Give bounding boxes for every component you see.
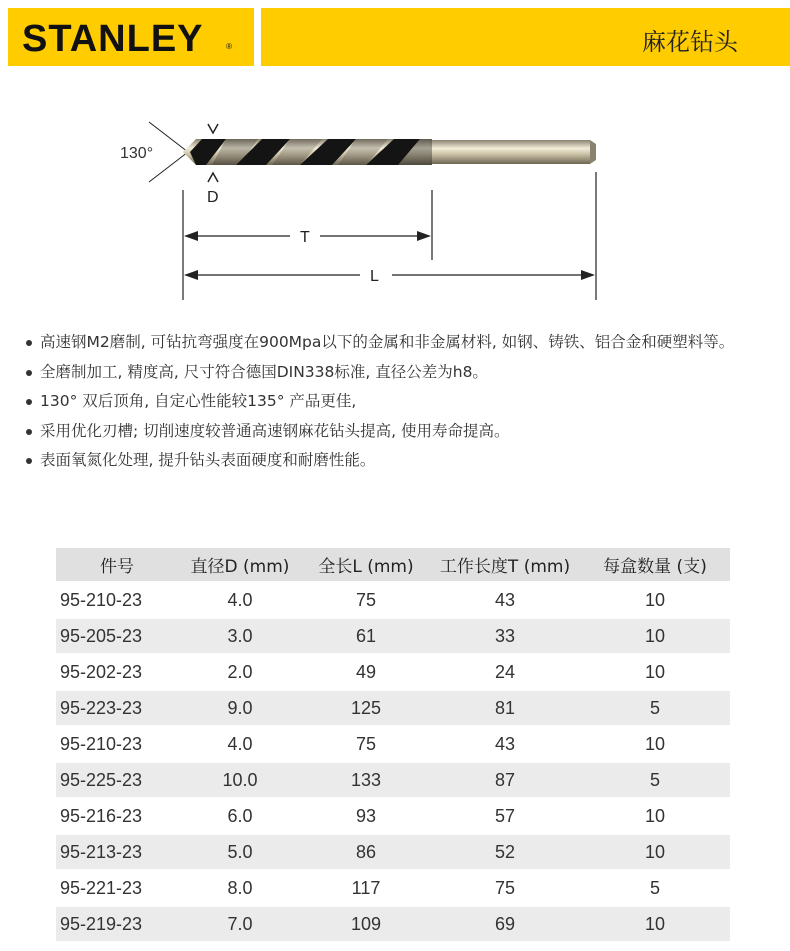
feature-item: 表面氧氮化处理, 提升钻头表面硬度和耐磨性能。 — [24, 446, 774, 476]
feature-item: 130° 双后顶角, 自定心性能较135° 产品更佳, — [24, 387, 774, 417]
feature-list — [24, 328, 774, 476]
table-row — [56, 654, 730, 690]
cell-part-number: 95-202-23 — [56, 654, 178, 690]
d-arrow-top — [208, 124, 218, 133]
cell-working-length: 87 — [430, 762, 580, 798]
cell-total-length: 93 — [302, 798, 430, 834]
cell-diameter: 5.0 — [178, 834, 302, 870]
d-label: D — [207, 189, 219, 206]
d-arrow-bottom — [208, 173, 218, 182]
drill-bit — [183, 139, 596, 165]
table-row — [56, 870, 730, 906]
l-label: L — [370, 268, 379, 285]
cell-total-length: 86 — [302, 834, 430, 870]
cell-diameter: 8.0 — [178, 870, 302, 906]
header-working-length: 工作长度T (mm) — [430, 548, 580, 582]
cell-part-number: 95-225-23 — [56, 762, 178, 798]
cell-box-quantity: 10 — [580, 726, 730, 762]
cell-part-number: 95-210-23 — [56, 582, 178, 618]
table-row — [56, 618, 730, 654]
header-box-quantity: 每盒数量 (支) — [580, 548, 730, 582]
cell-total-length: 49 — [302, 654, 430, 690]
cell-working-length: 57 — [430, 798, 580, 834]
registered-mark: ® — [226, 42, 232, 51]
cell-total-length: 117 — [302, 870, 430, 906]
cell-total-length: 109 — [302, 906, 430, 941]
cell-diameter: 4.0 — [178, 726, 302, 762]
cell-working-length: 69 — [430, 906, 580, 941]
cell-diameter: 7.0 — [178, 906, 302, 941]
cell-total-length: 75 — [302, 582, 430, 618]
cell-part-number: 95-223-23 — [56, 690, 178, 726]
cell-working-length: 75 — [430, 870, 580, 906]
cell-part-number: 95-210-23 — [56, 726, 178, 762]
feature-item: 全磨制加工, 精度高, 尺寸符合德国DIN338标准, 直径公差为h8。 — [24, 358, 774, 388]
cell-box-quantity: 5 — [580, 762, 730, 798]
cell-total-length: 125 — [302, 690, 430, 726]
table-row — [56, 582, 730, 618]
logo-text: STANLEY — [22, 18, 204, 60]
cell-part-number: 95-219-23 — [56, 906, 178, 941]
title-banner — [261, 8, 790, 66]
cell-working-length: 24 — [430, 654, 580, 690]
cell-part-number: 95-221-23 — [56, 870, 178, 906]
t-arrow-left — [184, 231, 198, 241]
cell-working-length: 52 — [430, 834, 580, 870]
table-row — [56, 834, 730, 870]
cell-working-length: 43 — [430, 582, 580, 618]
header-diameter: 直径D (mm) — [178, 548, 302, 582]
angle-label: 130° — [120, 145, 154, 162]
cell-diameter: 10.0 — [178, 762, 302, 798]
l-arrow-right — [581, 270, 595, 280]
cell-diameter: 2.0 — [178, 654, 302, 690]
cell-total-length: 133 — [302, 762, 430, 798]
header-bar — [0, 0, 790, 70]
t-label: T — [300, 229, 310, 246]
cell-box-quantity: 10 — [580, 654, 730, 690]
cell-box-quantity: 10 — [580, 834, 730, 870]
page-title: 麻花钻头 — [642, 28, 738, 56]
table-row — [56, 726, 730, 762]
cell-box-quantity: 10 — [580, 906, 730, 941]
cell-part-number: 95-213-23 — [56, 834, 178, 870]
cell-box-quantity: 10 — [580, 798, 730, 834]
cell-diameter: 4.0 — [178, 582, 302, 618]
cell-box-quantity: 5 — [580, 870, 730, 906]
table-row — [56, 690, 730, 726]
cell-working-length: 43 — [430, 726, 580, 762]
feature-item: 采用优化刃槽; 切削速度较普通高速钢麻花钻头提高, 使用寿命提高。 — [24, 417, 774, 447]
table-header-row — [56, 548, 730, 582]
angle-line-lower — [149, 152, 188, 182]
l-arrow-left — [184, 270, 198, 280]
table-row — [56, 762, 730, 798]
cell-diameter: 9.0 — [178, 690, 302, 726]
header-part-number: 件号 — [56, 548, 178, 582]
cell-part-number: 95-216-23 — [56, 798, 178, 834]
cell-box-quantity: 5 — [580, 690, 730, 726]
t-arrow-right — [417, 231, 431, 241]
cell-total-length: 75 — [302, 726, 430, 762]
feature-item: 高速钢M2磨制, 可钻抗弯强度在900Mpa以下的金属和非金属材料, 如钢、铸铁、铝合金和硬塑料等。 — [24, 328, 774, 358]
brand-logo — [8, 8, 254, 66]
header-total-length: 全长L (mm) — [302, 548, 430, 582]
angle-line-upper — [149, 122, 188, 152]
cell-box-quantity: 10 — [580, 618, 730, 654]
drill-bit-diagram — [0, 100, 790, 305]
cell-working-length: 81 — [430, 690, 580, 726]
cell-diameter: 6.0 — [178, 798, 302, 834]
cell-diameter: 3.0 — [178, 618, 302, 654]
cell-part-number: 95-205-23 — [56, 618, 178, 654]
cell-box-quantity: 10 — [580, 582, 730, 618]
cell-total-length: 61 — [302, 618, 430, 654]
table-row — [56, 798, 730, 834]
cell-working-length: 33 — [430, 618, 580, 654]
spec-table — [56, 548, 730, 941]
table-row — [56, 906, 730, 941]
